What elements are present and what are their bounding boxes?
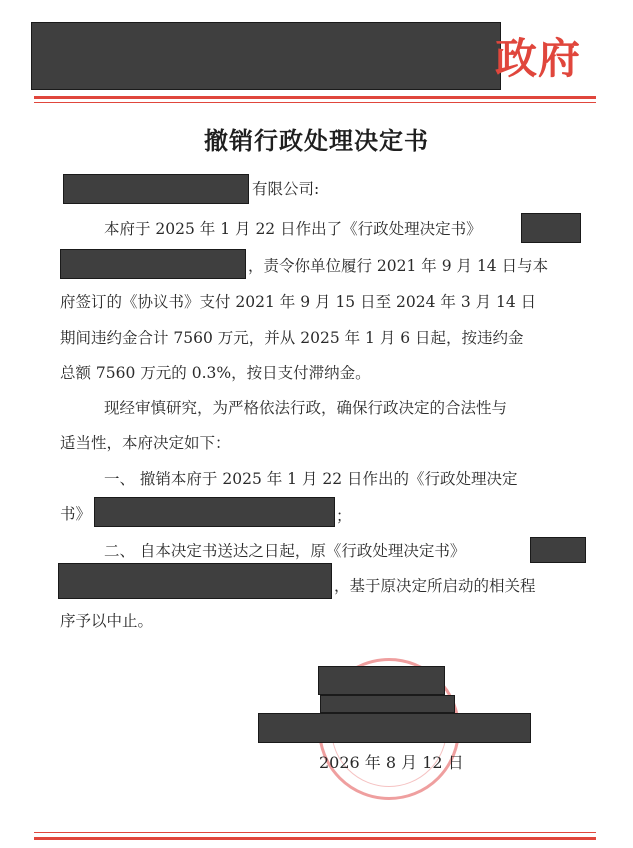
item-1-line-2-suffix: ； — [336, 507, 352, 525]
paragraph-2-line-2: 适当性，本府决定如下： — [60, 434, 231, 452]
paragraph-1-line-2: ，责令你单位履行 2021 年 9 月 14 日与本 — [248, 257, 549, 275]
item-2-line-1: 二、 自本决定书送达之日起，原《行政处理决定书》 — [104, 542, 466, 560]
redacted-doc-number-3b — [58, 563, 332, 599]
document-title: 撤销行政处理决定书 — [204, 127, 429, 155]
paragraph-1-line-1: 本府于 2025 年 1 月 22 日作出了《行政处理决定书》 — [104, 220, 482, 238]
redacted-doc-number-3a — [530, 537, 586, 563]
redacted-doc-number-1a — [521, 213, 581, 243]
redacted-signature-3 — [258, 713, 531, 743]
footer-rule-thick — [34, 837, 596, 840]
paragraph-2-line-1: 现经审慎研究，为严格依法行政，确保行政决定的合法性与 — [104, 399, 508, 417]
issuer-name-suffix: 政府 — [494, 34, 581, 83]
item-2-line-2: ，基于原决定所启动的相关程 — [334, 577, 536, 595]
paragraph-1-line-5: 总额 7560 万元的 0.3%，按日支付滞纳金。 — [60, 364, 371, 382]
redacted-doc-number-2 — [94, 497, 335, 527]
footer-rule-thin — [34, 832, 596, 833]
item-1-line-2-prefix: 书》 — [60, 505, 92, 523]
addressee-suffix: 有限公司: — [252, 180, 320, 198]
header-rule-thin — [34, 102, 596, 103]
redacted-doc-number-1b — [60, 249, 246, 279]
item-1-line-1: 一、 撤销本府于 2025 年 1 月 22 日作出的《行政处理决定 — [104, 470, 518, 488]
paragraph-1-line-3: 府签订的《协议书》支付 2021 年 9 月 15 日至 2024 年 3 月 14 日 — [60, 293, 537, 311]
issue-date: 2026 年 8 月 12 日 — [319, 753, 464, 772]
redacted-signature-2 — [320, 695, 455, 713]
redacted-issuer-name — [31, 22, 501, 90]
redacted-signature-1 — [318, 666, 445, 695]
paragraph-1-line-4: 期间违约金合计 7560 万元，并从 2025 年 1 月 6 日起，按违约金 — [60, 329, 524, 347]
redacted-addressee — [63, 174, 249, 204]
item-2-line-3: 序予以中止。 — [60, 612, 154, 630]
header-rule-thick — [34, 96, 596, 99]
